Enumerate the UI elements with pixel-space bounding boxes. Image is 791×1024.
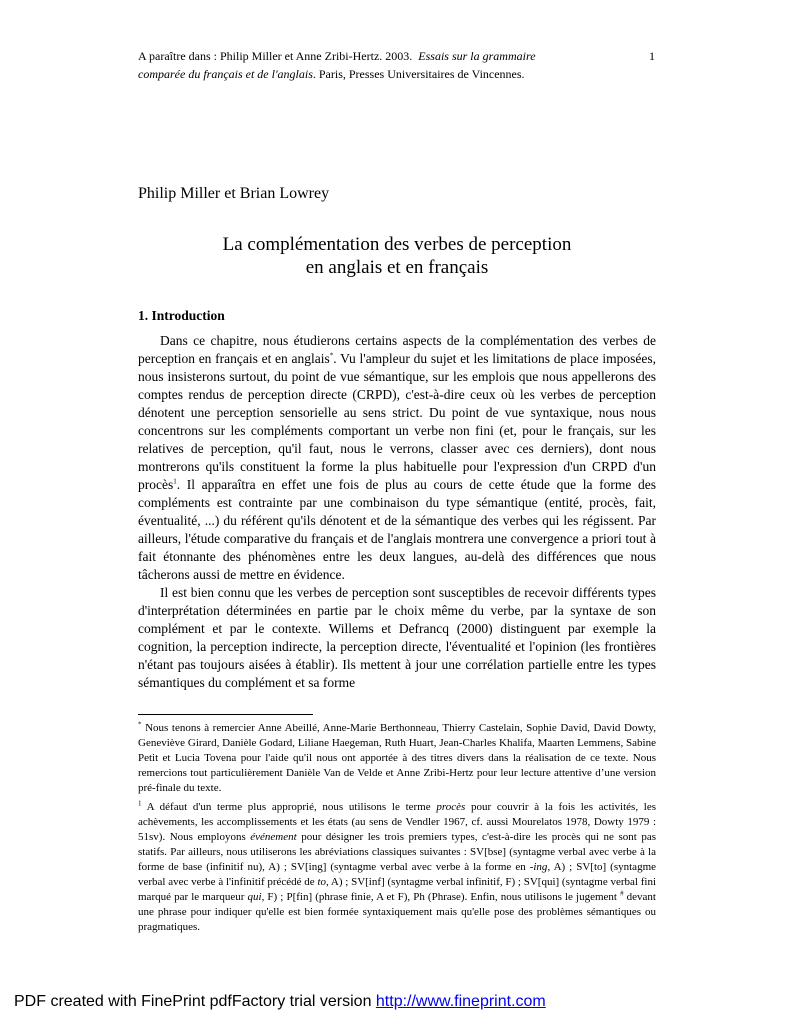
footnote-divider: [138, 714, 313, 715]
running-header: [138, 47, 658, 83]
book-title: Essais sur la grammaire: [418, 49, 536, 63]
title-line-2: en anglais et en français: [305, 257, 489, 278]
footnote-ref-star[interactable]: *: [329, 351, 334, 360]
body-text: [138, 332, 656, 692]
section-heading: 1. Introduction: [138, 308, 225, 323]
book-title-cont: comparée du français et de l'anglais: [138, 67, 313, 81]
title-line-1: La complémentation des verbes de perception: [222, 234, 572, 255]
footnote-1: $^1$ A défaut d'un terme plus approprié, nous utilisons le terme procès pour couvrir à la fois les activités, les achèvements, les accomplissements et les états (au sens de Vendler 1967, cf. aussi Mourelatos 1978, Dowty 1979 : 51sv). Nous employons événement pour désigner les trois premiers types, c'est-à-dire les procès qui ne sont pas statifs. Par ailleurs, nous utiliserons les abréviations classiques suivantes : SV[bse] (syntagme verbal avec verbe à la forme de base (infinitif nu), A) ; SV[ing] (syntagme verbal avec verbe à la forme en -ing, A) ; SV[to] (syntagme verbal avec verbe à l'infinitif précédé de to, A) ; SV[inf] (syntagme verbal infinitif, F) ; SV[qui] (syntagme verbal fini marqué par le marqueur qui, F) ; P[fin] (phrase finie, A et F), Ph (Phrase). Enfin, nous utilisons le jugement # devant une phrase pour indiquer qu'elle est bien formée syntaxiquement mais qu'elle pose des problèmes sémantiques ou pragmatiques.: [138, 799, 657, 933]
pdf-watermark: PDF created with FinePrint pdfFactory trial version http://www.fineprint.com: [14, 993, 546, 1010]
fineprint-link[interactable]: http://www.fineprint.com: [375, 993, 546, 1010]
footnote-star: * Nous tenons à remercier Anne Abeillé, Anne-Marie Berthonneau, Thierry Castelain, Sophie David, David Dowty, Geneviève Girard, Danièle Godard, Liliane Haegeman, Ruth Huart, Jean-Charles Khalifa, Maarten Lemmens, Sabine Petit et Lucia Tovena pour l'aide qu'il nous ont apportée à des titres divers dans la réalisation de ce texte. Nous remercions tout particulièrement Danièle Van de Velde et Anne Zribi-Hertz pour leur lecture attentive d’une version pré-finale du texte.: [138, 720, 656, 794]
footnotes: [138, 721, 656, 939]
header-line-1: A paraître dans : Philip Miller et Anne Zribi-Hertz. 2003. Essais sur la grammaire: [138, 49, 536, 63]
paragraph-2: Il est bien connu que les verbes de perception sont susceptibles de recevoir différents types d'interprétation déterminées en partie par le choix même du verbe, par la syntaxe de son complément et par le contexte. Willems et Defrancq (2000) distinguent par exemple la cognition, la perception indirecte, la perception directe, l'éventualité et l'opinion (les frontières n'étant pas toujours aisées à établir). Ils mettent à jour une corrélation partielle entre les types sémantiques du complément et sa forme: [138, 585, 656, 690]
footnote-ref-1[interactable]: 1: [173, 477, 177, 486]
header-line-2: comparée du français et de l'anglais. Paris, Presses Universitaires de Vincennes.: [138, 67, 525, 81]
paper-title: [138, 233, 656, 279]
page-number: 1: [649, 49, 655, 63]
paragraph-1: Dans ce chapitre, nous étudierons certains aspects de la complémentation des verbes de perception en français et en anglais*. Vu l'ampleur du sujet et les limitations de place imposées, nous insisterons surtout, du point de vue sémantique, sur les emplois que nous appellerons des comptes rendus de perception directe (CRPD), c'est-à-dire ceux où les verbes de perception dénotent une perception sensorielle au sens strict. Du point de vue syntaxique, nous nous concentrons sur les compléments comportant un verbe non fini (et, pour le français, sur les relatives de perception, qu'il faut, nous le verrons, classer avec ces derniers), dont nous montrerons qu'ils constituent la forme la plus habituelle pour l'expression d'un CRPD d'un procès$^1$. Il apparaîtra en effet une fois de plus au cours de cette étude que la forme des compléments est contrainte par une combinaison du type sémantique (entité, procès, fait, éventualité, ...) du référent qu'ils dénotent et de la sémantique des verbes qui les régissent. Par ailleurs, l'étude comparative du français et de l'anglais montrera une convergence a priori tout à fait étonnante des phénomènes entre les deux langues, au-delà des différences que nous tâcherons aussi de mettre en évidence.: [138, 333, 656, 582]
authors: Philip Miller et Brian Lowrey: [138, 185, 330, 202]
